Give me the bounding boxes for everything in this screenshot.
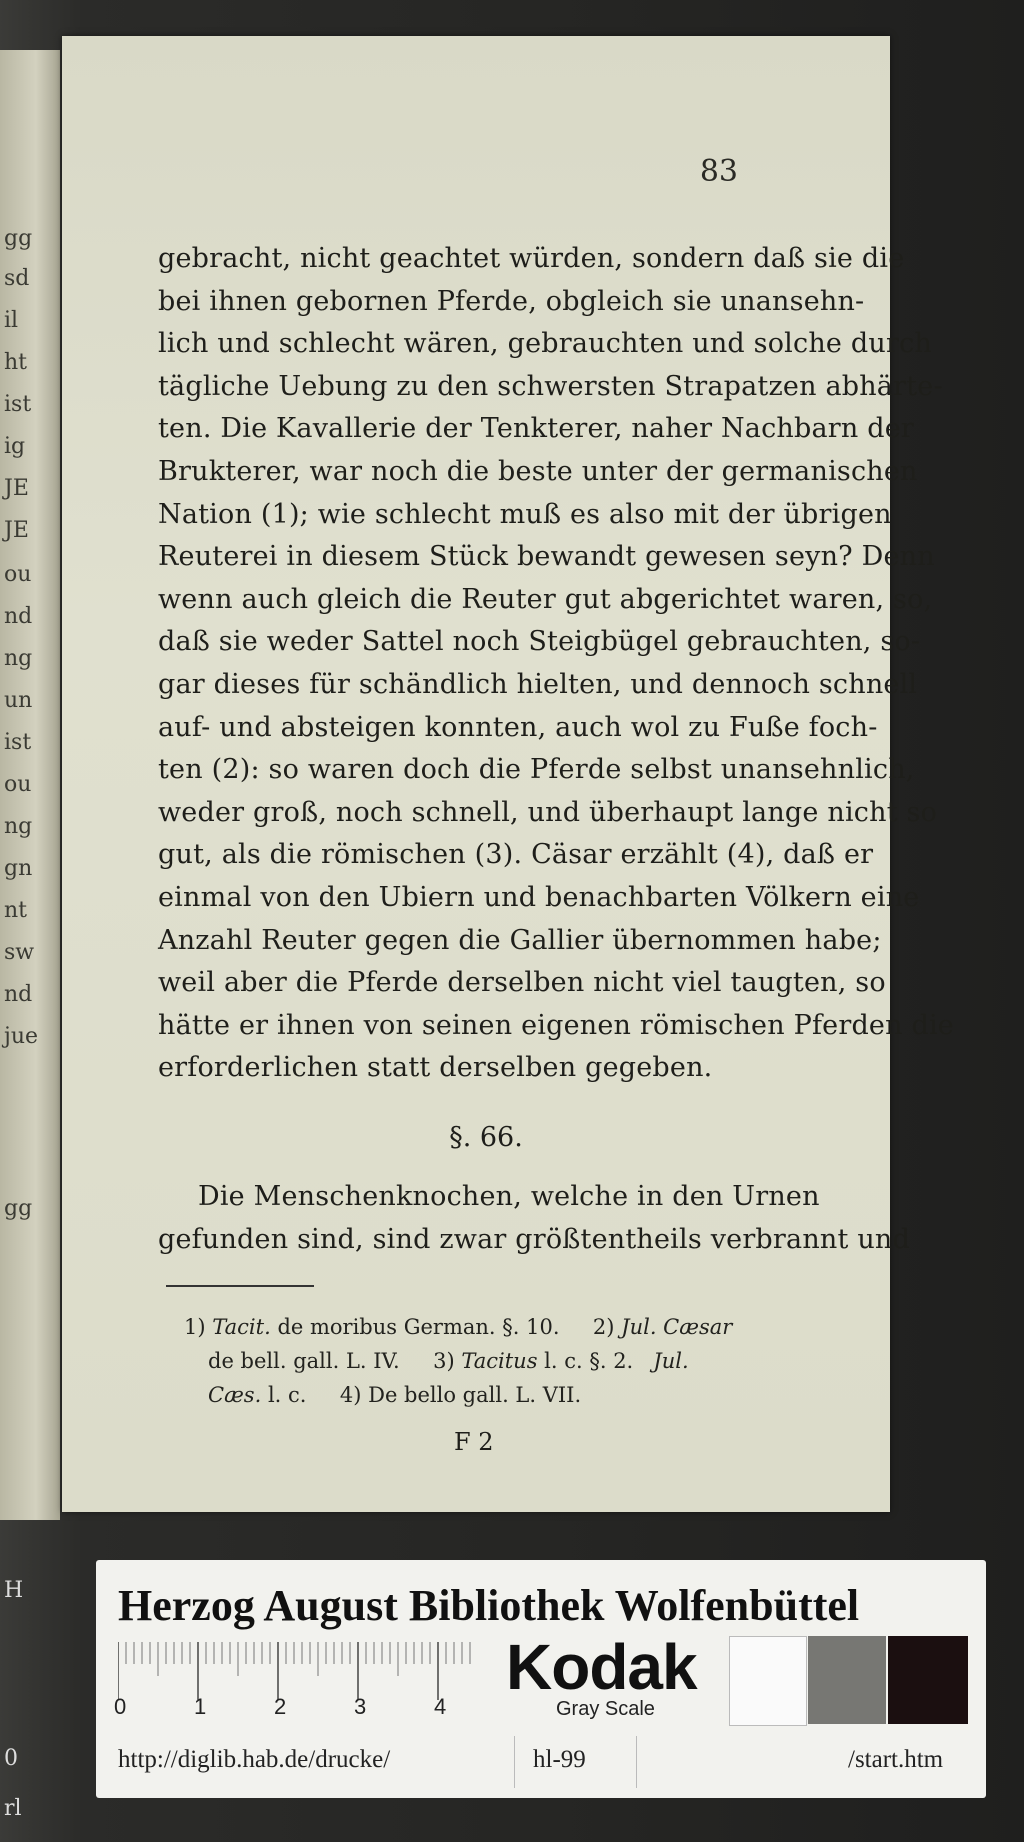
url-end: /start.htm (848, 1746, 944, 1773)
footnotes (184, 1310, 818, 1412)
gray-swatch-mid (808, 1636, 886, 1724)
text-line: erforderlichen statt derselben gegeben. (158, 1052, 713, 1084)
prev-page-fragment: JE (4, 476, 29, 501)
prev-page-fragment: un (4, 688, 33, 713)
page-number: 83 (699, 154, 738, 189)
prev-page-fragment: sd (4, 266, 30, 291)
section-heading: §. 66. (449, 1122, 523, 1153)
prev-page-fragment: 0 (4, 1746, 18, 1771)
ruler-number: 0 (114, 1694, 127, 1719)
footnote-line (184, 1310, 818, 1344)
library-title: Herzog August Bibliothek Wolfenbüttel (118, 1581, 860, 1630)
prev-page-fragment: jue (4, 1024, 39, 1049)
prev-page-fragment: gg (4, 1196, 33, 1221)
ruler-number: 2 (274, 1694, 287, 1719)
text-line: daß sie weder Sattel noch Steigbügel gebrauchten, so- (158, 626, 921, 658)
footnote-line (184, 1378, 818, 1412)
text-line: weil aber die Pferde derselben nicht viel taugten, so (158, 967, 886, 999)
footnote-author: Jul. (653, 1349, 689, 1373)
text-line: gefunden sind, sind zwar größtentheils verbrannt und (158, 1223, 910, 1255)
prev-page-fragment: sw (4, 940, 35, 965)
text-line: ten. Die Kavallerie der Tenkterer, naher Nachbarn der (158, 413, 915, 445)
printer-signature: F 2 (454, 1428, 494, 1456)
prev-page-fragment: nd (4, 604, 33, 629)
prev-page-fragment: ou (4, 562, 32, 587)
footnote-author: Jul. Cæsar (621, 1315, 733, 1339)
library-label-card (96, 1560, 986, 1798)
url-base: http://diglib.hab.de/drucke/ (118, 1746, 391, 1773)
url-id: hl-99 (533, 1746, 586, 1773)
ruler-number: 1 (194, 1694, 207, 1719)
ruler-number: 3 (354, 1694, 367, 1719)
text-line: tägliche Uebung zu den schwersten Strapatzen abhärte- (158, 370, 943, 402)
footnote-marker: 3) (433, 1349, 455, 1373)
prev-page-fragment: nd (4, 982, 33, 1007)
gray-scale-caption: Gray Scale (556, 1698, 655, 1720)
text-line: ten (2): so waren doch die Pferde selbst unansehnlich, (158, 754, 915, 786)
footnote-marker: 4) (339, 1383, 362, 1407)
footnote-text: de moribus German. §. 10. (277, 1315, 560, 1339)
book-page (62, 36, 954, 1512)
prev-page-fragment: JE (4, 518, 29, 543)
ruler-scale (118, 1642, 478, 1702)
text-line: Die Menschenknochen, welche in den Urnen (198, 1181, 820, 1212)
text-line: wenn auch gleich die Reuter gut abgerichtet waren, so, (158, 583, 933, 615)
text-line: gut, als die römischen (3). Cäsar erzählt (4), daß er (158, 839, 874, 871)
text-line: hätte er ihnen von seinen eigenen römischen Pferden die (158, 1009, 954, 1041)
footnote-author: Tacitus (461, 1349, 538, 1373)
gray-swatch-white (729, 1636, 807, 1726)
prev-page-fragment: ng (4, 814, 33, 839)
prev-page-fragment: ist (4, 730, 32, 755)
footnote-text: de bell. gall. L. IV. (208, 1349, 400, 1373)
prev-page-fragment: rl (4, 1796, 22, 1821)
text-line: gar dieses für schändlich hielten, und dennoch schnell (158, 668, 918, 700)
prev-page-fragment: gg (4, 226, 33, 251)
text-line: lich und schlecht wären, gebrauchten und solche durch (158, 328, 932, 360)
text-line: Brukterer, war noch die beste unter der germanischen (158, 455, 918, 487)
label-divider (636, 1736, 637, 1788)
prev-page-fragment: gn (4, 856, 33, 881)
footnote-text: l. c. §. 2. (544, 1349, 634, 1373)
prev-page-fragment: il (4, 308, 19, 333)
footnote-text: De bello gall. L. VII. (368, 1383, 582, 1407)
prev-page-fragment: H (4, 1578, 24, 1603)
text-line: Nation (1); wie schlecht muß es also mit der übrigen (158, 498, 892, 530)
text-line: auf- und absteigen konnten, auch wol zu Fuße foch- (158, 711, 878, 743)
previous-page-edge (0, 50, 60, 1821)
label-divider (514, 1736, 515, 1788)
text-line: einmal von den Ubiern und benachbarten Völkern eine (158, 881, 920, 913)
footnote-marker: 1) (184, 1315, 206, 1339)
kodak-logo: Kodak (506, 1631, 697, 1703)
footnote-author: Tacit. (212, 1315, 271, 1339)
footnote-rule (166, 1285, 314, 1287)
prev-page-fragment: nt (4, 898, 28, 923)
prev-page-fragment: ht (4, 350, 28, 375)
footnote-author: Cæs. (208, 1383, 262, 1407)
gray-swatch-black (888, 1636, 968, 1724)
text-line: weder groß, noch schnell, und überhaupt lange nicht so (158, 796, 938, 828)
text-line: Anzahl Reuter gegen die Gallier übernommen habe; (158, 924, 882, 956)
text-line: bei ihnen gebornen Pferde, obgleich sie unansehn- (158, 285, 865, 317)
footnote-text: l. c. (267, 1383, 307, 1407)
text-line: Reuterei in diesem Stück bewandt gewesen seyn? Denn (158, 541, 935, 573)
second-paragraph (158, 1176, 910, 1261)
prev-page-fragment: ng (4, 646, 33, 671)
main-paragraph (158, 238, 954, 1090)
ruler-number: 4 (434, 1694, 447, 1719)
prev-page-fragment: ist (4, 392, 32, 417)
footnote-marker: 2) (592, 1315, 615, 1339)
footnote-line (184, 1344, 818, 1378)
prev-page-fragment: ou (4, 772, 32, 797)
text-line: gebracht, nicht geachtet würden, sondern daß sie die (158, 243, 905, 274)
prev-page-fragment: ig (4, 434, 26, 459)
